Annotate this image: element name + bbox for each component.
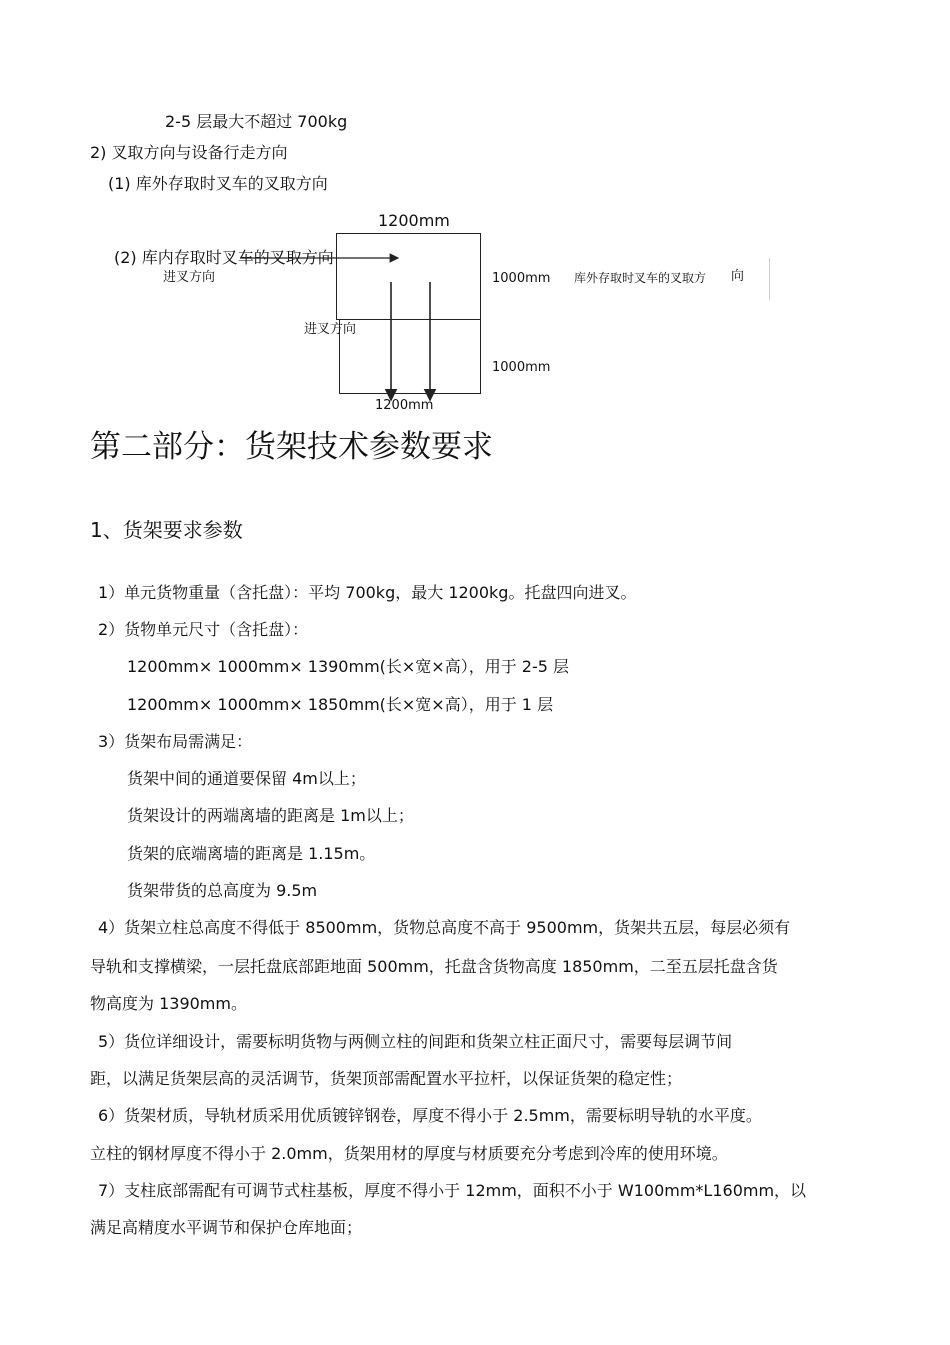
- list-item: 导轨和支撑横梁，一层托盘底部距地面 500mm，托盘含货物高度 1850mm，二至五层托盘含货: [90, 957, 778, 976]
- intro-line-2: 2) 叉取方向与设备行走方向: [90, 143, 288, 162]
- fork-arrows: [0, 0, 950, 420]
- side-note-left: 库外存取时叉车的叉取方: [574, 271, 707, 285]
- list-item: 1200mm× 1000mm× 1390mm(长×宽×高），用于 2-5 层: [127, 657, 570, 676]
- intro-line-1: 2-5 层最大不超过 700kg: [165, 112, 348, 131]
- list-item: 4）货架立柱总高度不得低于 8500mm，货物总高度不高于 9500mm，货架共五层，每层必须有: [98, 918, 791, 937]
- list-item: 1）单元货物重量（含托盘）：平均 700kg，最大 1200kg。托盘四向进叉。: [98, 583, 637, 602]
- list-item: 货架设计的两端离墙的距离是 1m以上；: [127, 806, 414, 825]
- list-item: 6）货架材质，导轨材质采用优质镀锌钢卷，厚度不得小于 2.5mm，需要标明导轨的水平度。: [98, 1106, 762, 1125]
- width-label-top: 1200mm: [378, 211, 450, 230]
- list-item: 3）货架布局需满足：: [98, 732, 253, 751]
- width-label-bottom: 1200mm: [375, 398, 434, 413]
- side-note-right: 向: [731, 269, 745, 284]
- list-item: 货架的底端离墙的距离是 1.15m。: [127, 844, 376, 863]
- list-item: 货架带货的总高度为 9.5m: [127, 881, 318, 900]
- list-item: 满足高精度水平调节和保护仓库地面；: [90, 1218, 363, 1237]
- height-label-upper: 1000mm: [492, 271, 551, 286]
- list-item: 物高度为 1390mm。: [90, 994, 247, 1013]
- fork-direction-label-b: 进叉方向: [304, 322, 357, 337]
- section-heading: 1、货架要求参数: [90, 518, 243, 542]
- intro-line-3: (1) 库外存取时叉车的叉取方向: [108, 174, 328, 193]
- list-item: 5）货位详细设计，需要标明货物与两侧立柱的间距和货架立柱正面尺寸，需要每层调节间: [98, 1032, 733, 1051]
- list-item: 2）货物单元尺寸（含托盘）：: [98, 620, 309, 639]
- part-title: 第二部分：货架技术参数要求: [90, 429, 493, 465]
- fork-direction-label-a: 进叉方向: [163, 270, 216, 285]
- list-item: 立柱的钢材厚度不得小于 2.0mm，货架用材的厚度与材质要充分考虑到冷库的使用环境。: [90, 1144, 728, 1163]
- list-item: 7）支柱底部需配有可调节式柱基板，厚度不得小于 12mm，面积不小于 W100mm*L160mm，以: [98, 1181, 807, 1200]
- inner-access-label: (2) 库内存取时叉车的叉取方向: [114, 248, 334, 267]
- list-item: 货架中间的通道要保留 4m以上；: [127, 769, 366, 788]
- list-item: 距，以满足货架层高的灵活调节，货架顶部需配置水平拉杆，以保证货架的稳定性；: [90, 1069, 683, 1088]
- height-label-lower: 1000mm: [492, 360, 551, 375]
- list-item: 1200mm× 1000mm× 1850mm(长×宽×高），用于 1 层: [127, 695, 554, 714]
